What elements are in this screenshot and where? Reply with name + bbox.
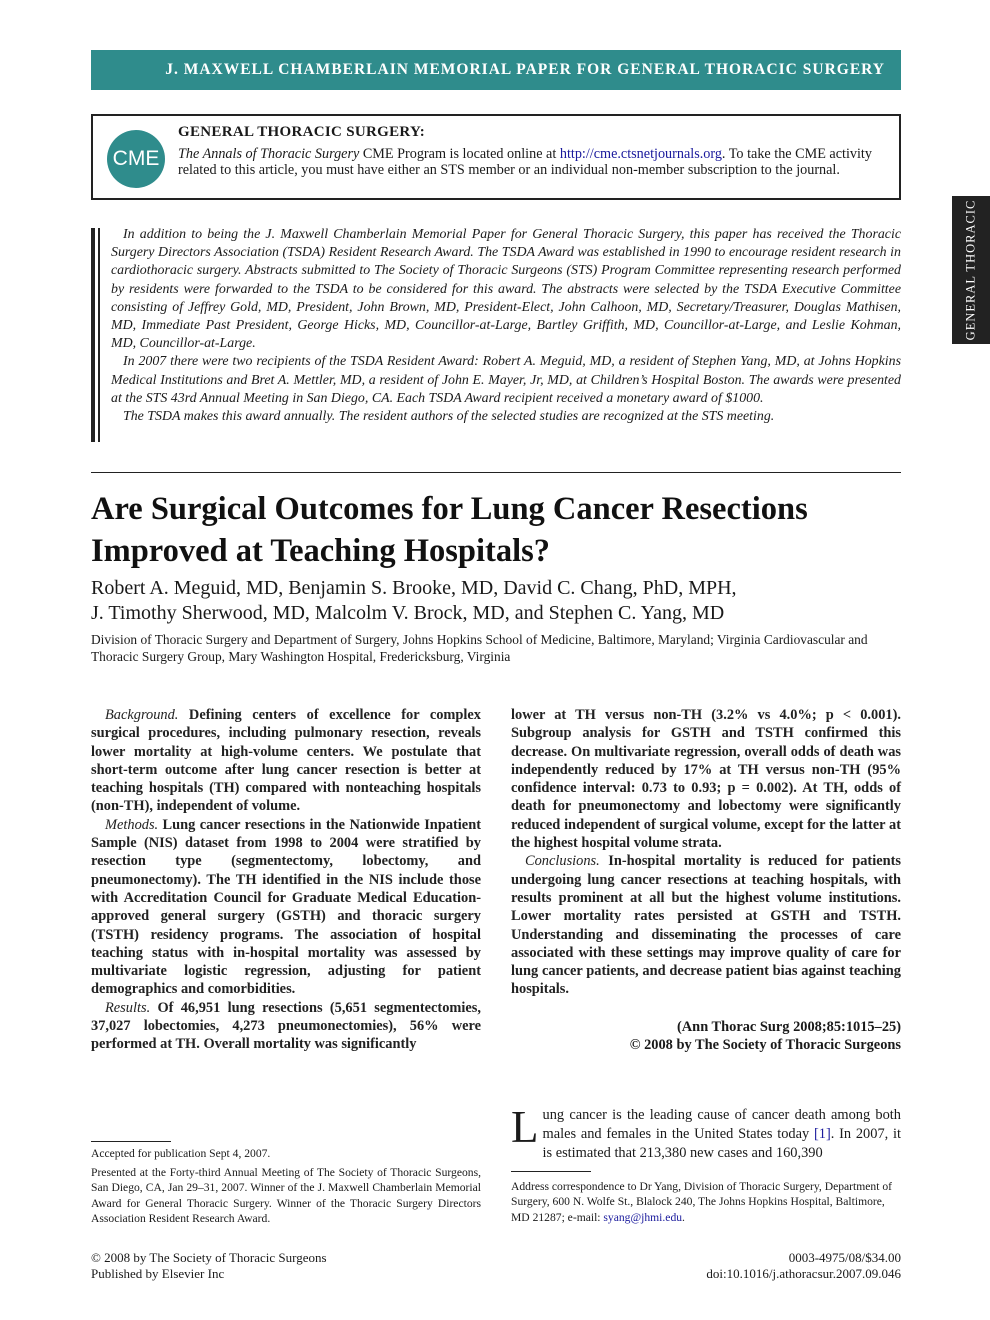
cme-heading: GENERAL THORACIC SURGERY:: [178, 124, 426, 140]
award-paragraph-1: In addition to being the J. Maxwell Chamberlain Memorial Paper for General Thoracic Surgery, this paper has received the Thoracic Surgery Directors Association (TSDA) Resident Research Award. The TSDA Award was established in 1990 to encourage resident research in cardiothoracic surgery. Abstracts submitted to The Society of Thoracic Surgeons (STS) Program Committee representing research performed by residents were forwarded to the TSDA to be considered for this award. The abstracts were selected by the TSDA Executive Committee consisting of Jeffrey Gold, MD, President, John Brown, MD, President-Elect, John Calhoon, MD, Secretary/Treasurer, Douglas Mathisen, MD, Immediate Past President, George Hicks, MD, Councillor-at-Large, Bartley Griffith, MD, Councillor-at-Large, and Leslie Kohman, MD, Councillor-at-Large.: [111, 227, 901, 352]
citation-block: [511, 1018, 901, 1055]
address-end: .: [682, 1210, 685, 1224]
footer-right: [600, 1250, 901, 1282]
award-note: [111, 226, 901, 426]
cme-link[interactable]: http://cme.ctsnetjournals.org: [559, 146, 722, 162]
footnotes: [91, 1146, 481, 1230]
side-tab-label: GENERAL THORACIC: [963, 199, 978, 341]
abstract-methods: [91, 816, 481, 999]
results-text: Of 46,951 lung resections (5,651 segmentectomies, 37,027 lobectomies, 4,273 pneumonectomies), 56% were performed at TH. Overall mortality was significantly: [91, 999, 481, 1053]
methods-label: Methods.: [105, 816, 159, 833]
methods-text: Lung cancer resections in the Nationwide Inpatient Sample (NIS) dataset from 1998 to 2004 were stratified by resection type (segmentectomy, lobectomy, and pneumonectomy). The TH identified in the NIS include those with Accreditation Council for Graduate Medical Education-approved general surgery (GSTH) and thoracic surgery (TSTH) residency programs. The association of hospital teaching status with in-hospital mortality was assessed by multivariate logistic regression, adjusting for patient demographics and comorbidities.: [91, 816, 481, 998]
citation-copyright: © 2008 by The Society of Thoracic Surgeons: [629, 1037, 901, 1054]
author-line-1: Robert A. Meguid, MD, Benjamin S. Brooke, MD, David C. Chang, PhD, MPH,: [91, 577, 737, 599]
footer-publisher: Published by Elsevier Inc: [91, 1266, 225, 1281]
address-text: Address correspondence to Dr Yang, Division of Thoracic Surgery, Department of Surgery, 600 N. Wolfe St., Blalock 240, The Johns Hopkins Hospital, Baltimore, MD 21287; e-mail:: [511, 1180, 893, 1224]
footer-left: [91, 1250, 327, 1282]
journal-section-banner: J. MAXWELL CHAMBERLAIN MEMORIAL PAPER FOR GENERAL THORACIC SURGERY: [91, 50, 901, 90]
cme-text-part2: . To take the CME activity related to this article, you must have either an STS member or an individual non-member subscription to the journal.: [178, 146, 872, 178]
section-side-tab: [952, 196, 990, 344]
reference-link[interactable]: [1]: [813, 1125, 831, 1142]
abstract-results-continued: lower at TH versus non-TH (3.2% vs 4.0%; p < 0.001). Subgroup analysis for GSTH and TSTH confirmed this decrease. On multivariate regression, overall odds of death was independently reduced by 17% at TH versus non-TH (95% confidence interval: 0.73 to 0.93; p = 0.002). At TH, odds of death for pneumonectomy and lobectomy were significantly reduced independent of surgical volume, except for the latter at the highest hospital volume strata.: [511, 707, 901, 852]
intro-text: ung cancer is the leading cause of cancer death among both males and females in the United States today: [542, 1107, 901, 1142]
abstract-right-column: [511, 706, 901, 999]
citation-reference: (Ann Thorac Surg 2008;85:1015–25): [677, 1019, 901, 1035]
footnote-divider: [91, 1141, 171, 1142]
award-note-bar-thin: [98, 228, 100, 442]
conclusions-text: In-hospital mortality is reduced for patients undergoing lung cancer resections at teaching hospitals, with results prominent at all but the highest volume institutions. Lower mortality rates persisted at GSTH and TSTH. Understanding and disseminating the processes of care associated with these settings may improve quality of care for lung cancer patients, and decrease patient bias against teaching hospitals.: [511, 853, 901, 998]
cme-text-part1: CME Program is located online at: [359, 146, 560, 162]
background-text: Defining centers of excellence for complex surgical procedures, including pulmonary resection, reveals lower mortality at high-volume centers. We postulate that short-term outcome after lung cancer resection is better at teaching hospitals (TH) compared with nonteaching hospitals (non-TH), independent of volume.: [91, 707, 481, 815]
intro-text-2: . In 2007, it is estimated that 213,380 new cases and 160,390: [542, 1125, 901, 1161]
email-link[interactable]: syang@jhmi.edu: [603, 1210, 683, 1224]
abstract-conclusions: [511, 852, 901, 998]
affiliation: Division of Thoracic Surgery and Department of Surgery, Johns Hopkins School of Medicine, Baltimore, Maryland; Virginia Cardiovascular and Thoracic Surgery Group, Mary Washington Hospital, Fredericksburg, Virginia: [91, 632, 868, 664]
award-paragraph-3: The TSDA makes this award annually. The resident authors of the selected studies are recognized at the STS meeting.: [123, 409, 775, 425]
award-paragraph-2: In 2007 there were two recipients of the TSDA Resident Award: Robert A. Meguid, MD, a resident of Stephen Yang, MD, at Johns Hopkins Medical Institutions and Bret A. Mettler, MD, a resident of John E. Mayer, Jr, MD, at Children’s Hospital Boston. The awards were presented at the STS 43rd Annual Meeting in San Diego, CA. Each TSDA Award recipient received a monetary award of $1000.: [111, 354, 901, 406]
results-label: Results.: [105, 999, 151, 1016]
author-line-2: J. Timothy Sherwood, MD, Malcolm V. Brock, MD, and Stephen C. Yang, MD: [91, 602, 725, 624]
conclusions-label: Conclusions.: [525, 853, 600, 870]
cme-logo: CME: [107, 130, 165, 188]
paper-title: Are Surgical Outcomes for Lung Cancer Resections Improved at Teaching Hospitals?: [91, 491, 808, 569]
award-note-bar: [91, 228, 95, 442]
abstract-left-column: [91, 706, 481, 1054]
cme-journal-name: The Annals of Thoracic Surgery: [178, 146, 360, 162]
correspondence-address: [511, 1179, 901, 1225]
author-list: [91, 576, 911, 626]
abstract-results: [91, 999, 481, 1054]
cme-text: [178, 146, 888, 178]
footer-copyright: © 2008 by The Society of Thoracic Surgeons: [91, 1250, 327, 1265]
abstract-background: [91, 706, 481, 816]
footer-doi: doi:10.1016/j.athoracsur.2007.09.046: [706, 1266, 901, 1281]
accepted-note: Accepted for publication Sept 4, 2007.: [91, 1147, 271, 1160]
title-divider: [91, 472, 901, 473]
presented-note: Presented at the Forty-third Annual Meeting of The Society of Thoracic Surgeons, San Diego, CA, Jan 29–31, 2007. Winner of the J. Maxwell Chamberlain Memorial Award for General Thoracic Surgery. Winner of the Thoracic Surgery Directors Association Resident Research Award.: [91, 1166, 481, 1225]
address-divider: [511, 1171, 591, 1172]
drop-cap: L: [511, 1102, 539, 1152]
footer-issn: 0003-4975/08/$34.00: [788, 1250, 901, 1265]
background-label: Background.: [105, 707, 179, 723]
introduction-text: [511, 1102, 901, 1162]
